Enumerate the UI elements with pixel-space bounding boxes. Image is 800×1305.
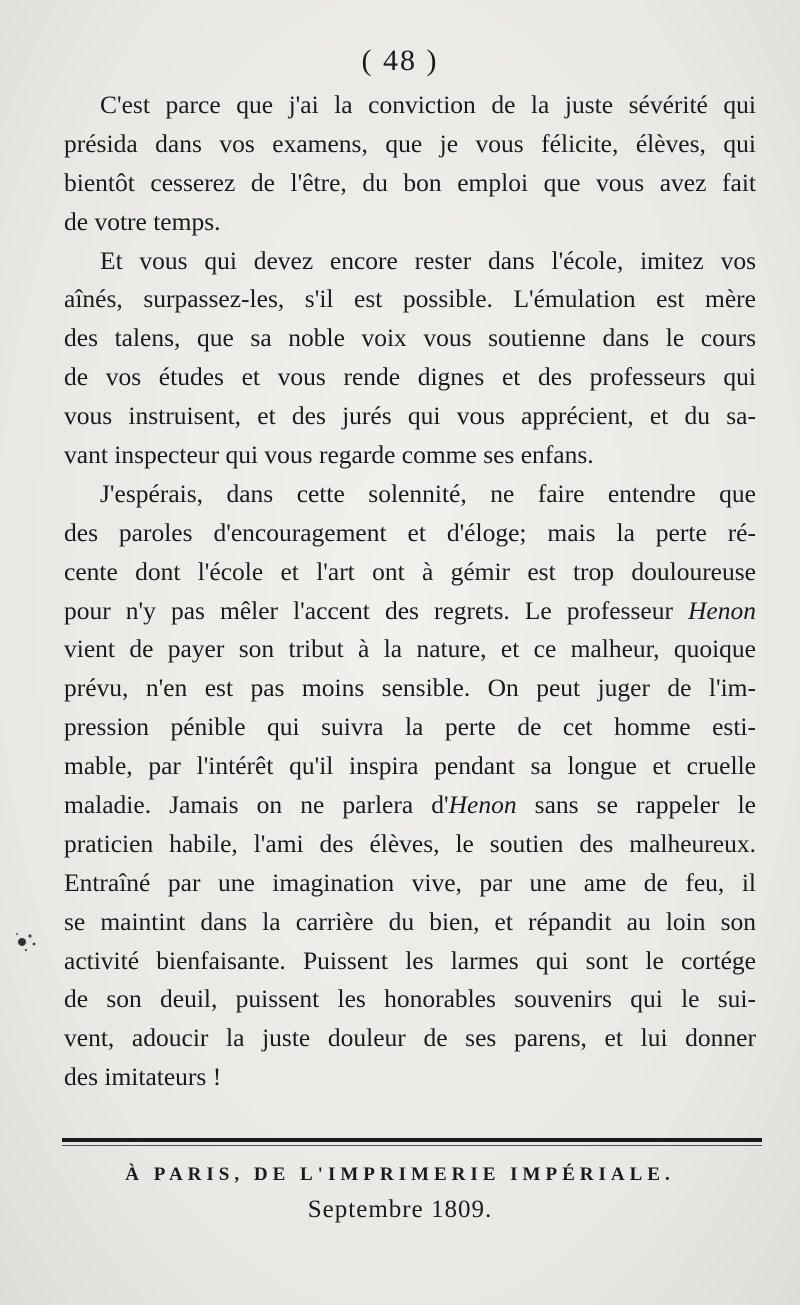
text-segment: pour n'y pas mêler l'accent des regrets. Le professeur — [64, 595, 689, 625]
text-line: vant inspecteur qui vous regarde comme ses enfans. — [64, 440, 594, 470]
text-line: Entraîné par une imagination vive, par une ame de feu, il — [64, 867, 756, 897]
page-number: ( 48 ) — [361, 44, 439, 77]
text-line: des paroles d'encouragement et d'éloge; mais la perte ré- — [64, 517, 756, 547]
text-line-with-name — [64, 592, 756, 631]
ink-smudge-icon — [8, 920, 48, 960]
text-line: présida dans vos examens, que je vous félicite, élèves, qui — [64, 128, 756, 158]
text-line: des imitateurs ! — [64, 1062, 222, 1092]
text-line: vous instruisent, et des jurés qui vous apprécient, et du sa- — [64, 401, 756, 431]
body-text — [64, 86, 756, 1097]
footer-rule — [62, 1138, 762, 1142]
text-line: aînés, surpassez-les, s'il est possible. L'émulation est mère — [64, 284, 756, 314]
text-line: vient de payer son tribut à la nature, et ce malheur, quoique — [64, 634, 756, 664]
text-line: mable, par l'intérêt qu'il inspira pendant sa longue et cruelle — [64, 751, 756, 781]
text-line: bientôt cesserez de l'être, du bon emploi que vous avez fait — [64, 167, 756, 197]
text-segment: maladie. Jamais on ne parlera d' — [64, 790, 449, 820]
text-line: J'espérais, dans cette solennité, ne faire entendre que — [100, 478, 756, 508]
text-line: activité bienfaisante. Puissent les larmes qui sont le cortége — [64, 945, 756, 975]
text-segment: sans se rappeler le — [516, 790, 756, 820]
italic-name: Henon — [688, 595, 756, 625]
text-line: C'est parce que j'ai la conviction de la juste sévérité qui — [100, 90, 756, 119]
printer-imprint: À PARIS, DE L'IMPRIMERIE IMPÉRIALE. — [125, 1164, 675, 1185]
italic-name: Henon — [448, 790, 517, 820]
text-line: des talens, que sa noble voix vous soutienne dans le cours — [64, 323, 756, 353]
paragraph-1 — [64, 86, 756, 242]
text-line: vent, adoucir la juste douleur de ses parens, et lui donner — [64, 1023, 756, 1053]
text-line: pression pénible qui suivra la perte de cet homme esti- — [64, 712, 756, 742]
paragraph-3 — [64, 475, 756, 1097]
text-line: Et vous qui devez encore rester dans l'école, imitez vos — [100, 245, 756, 275]
print-date: Septembre 1809. — [307, 1196, 493, 1223]
text-line: praticien habile, l'ami des élèves, le soutien des malheureux. — [64, 828, 756, 858]
text-line: prévu, n'en est pas moins sensible. On peut juger de l'im- — [64, 673, 756, 703]
text-line: cente dont l'école et l'art ont à gémir est trop douloureuse — [64, 556, 756, 586]
footer-rule-thin — [62, 1145, 762, 1146]
text-line: de son deuil, puissent les honorables souvenirs qui le sui- — [64, 984, 756, 1014]
text-line: se maintint dans la carrière du bien, et répandit au loin son — [64, 906, 756, 936]
text-line-with-name — [64, 786, 756, 825]
text-line: de votre temps. — [64, 206, 221, 236]
text-line: de vos études et vous rende dignes et des professeurs qui — [64, 362, 756, 392]
paragraph-2 — [64, 242, 756, 475]
